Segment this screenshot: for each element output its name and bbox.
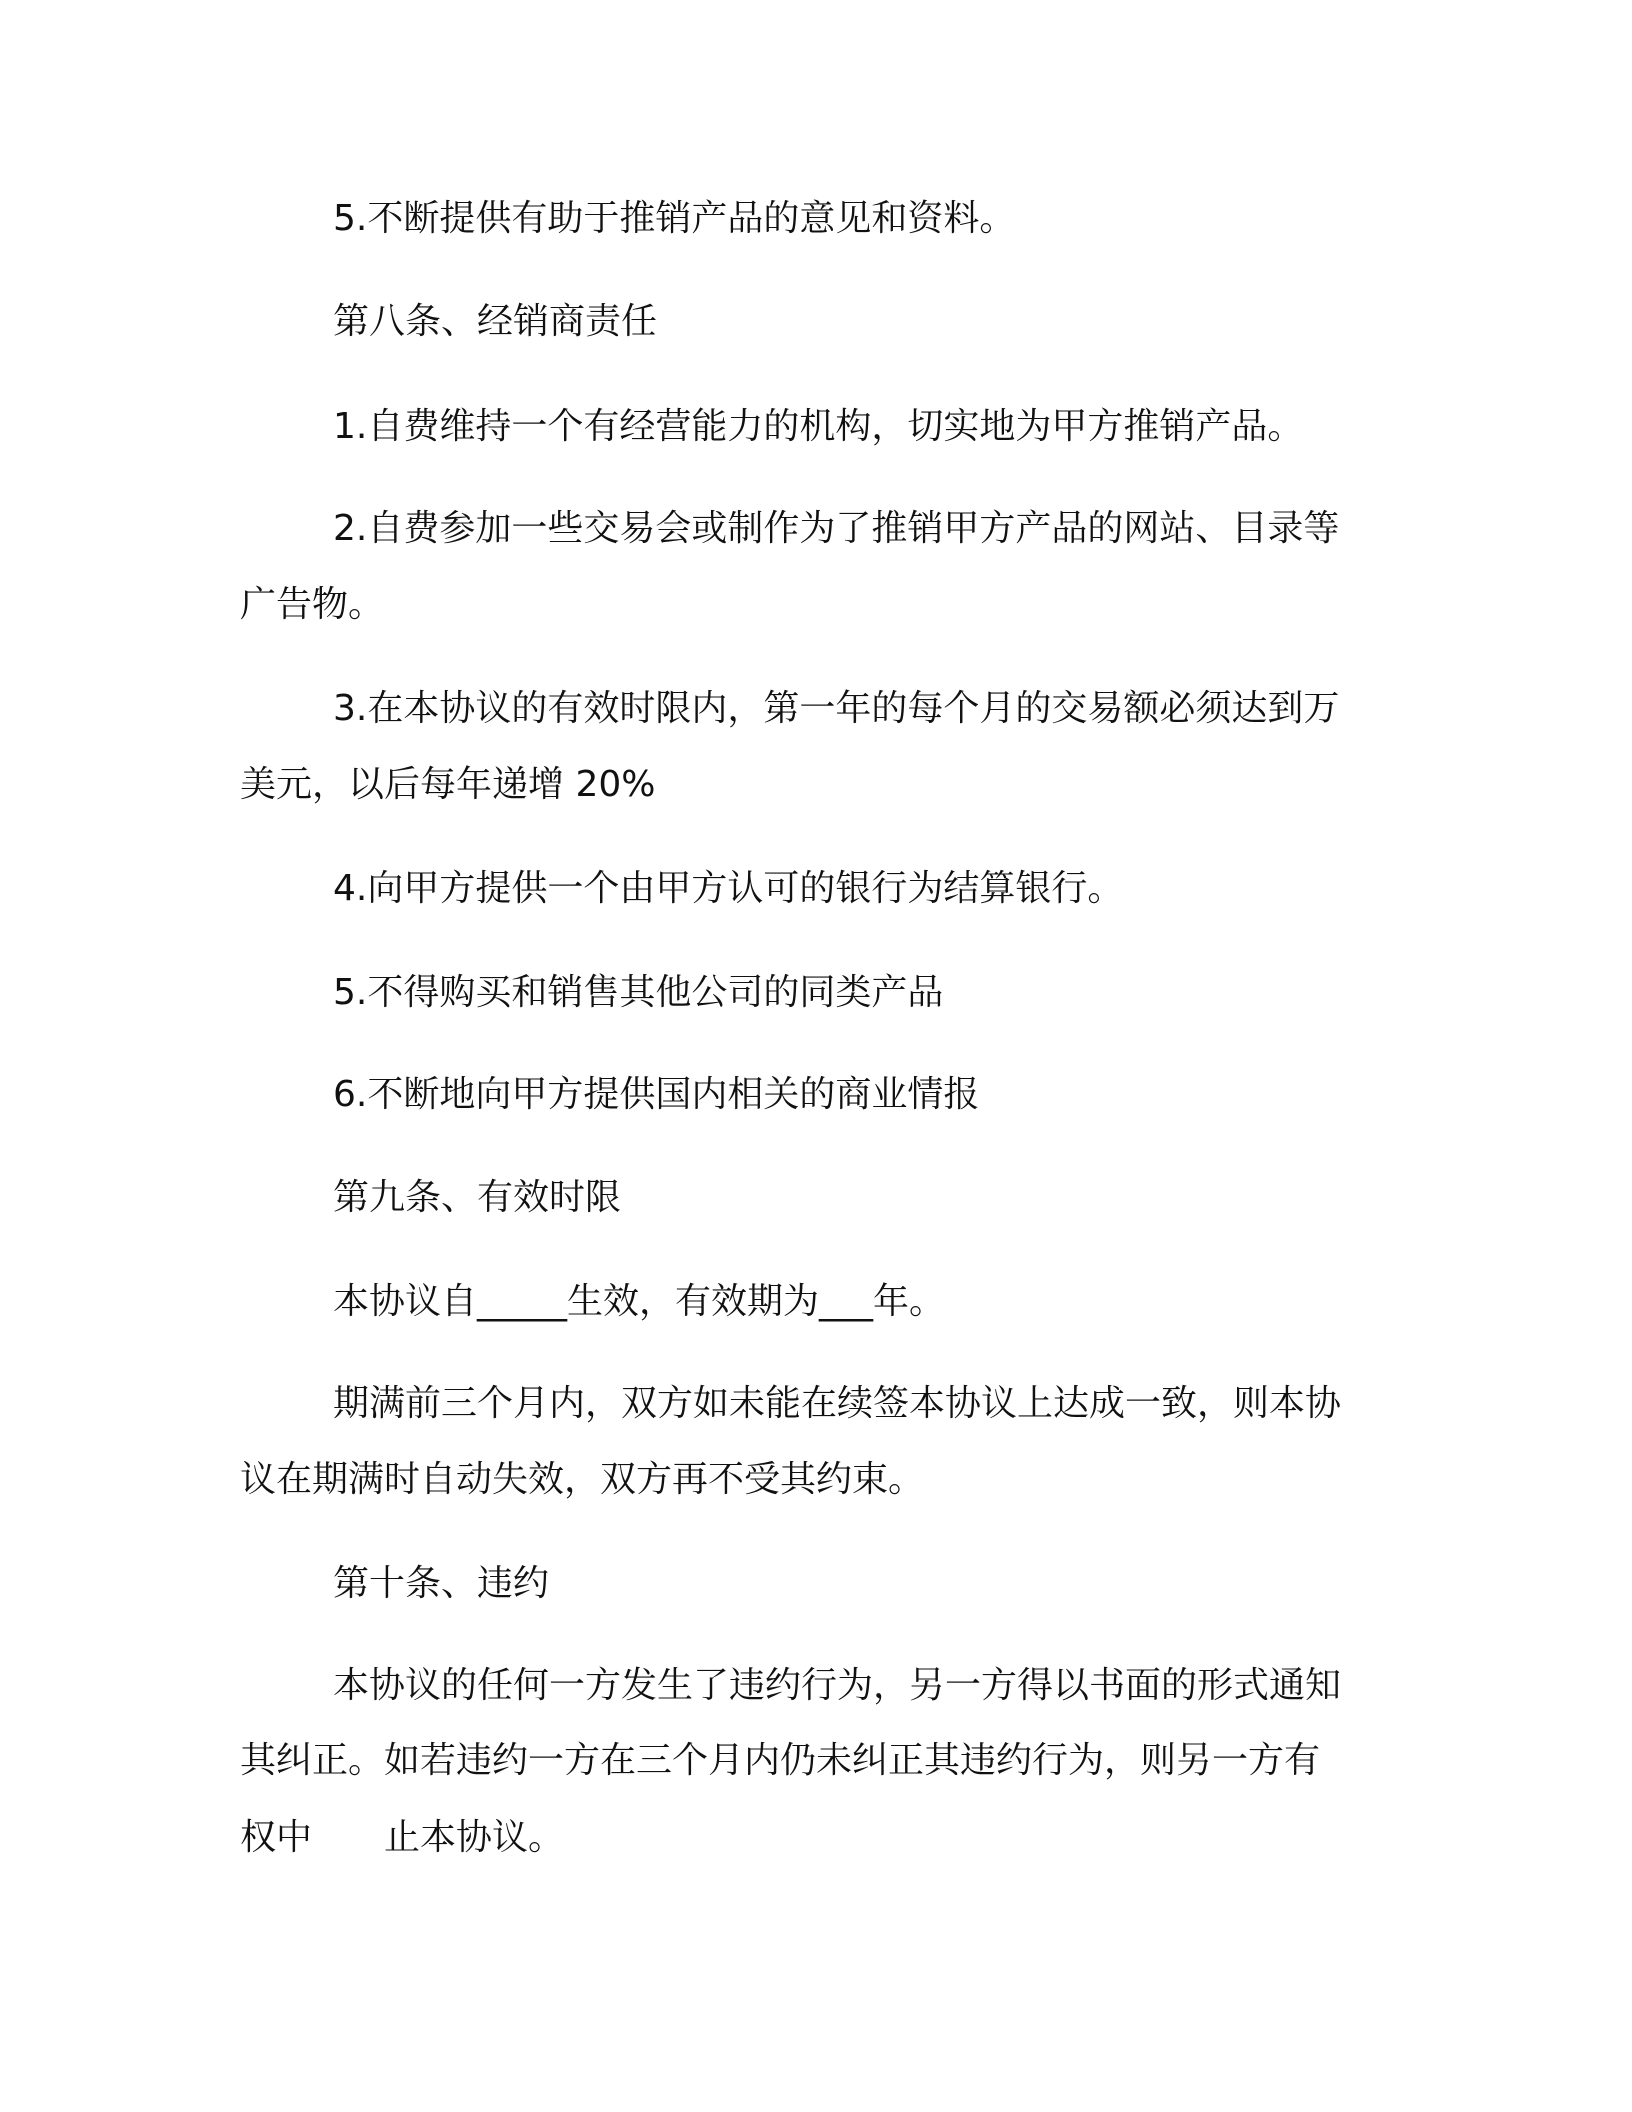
paragraph-line: 2.自费参加一些交易会或制作为了推销甲方产品的网站、目录等: [333, 508, 1340, 549]
paragraph-line: 3.在本协议的有效时限内，第一年的每个月的交易额必须达到万: [333, 688, 1340, 729]
paragraph-line: 5.不断提供有助于推销产品的意见和资料。: [333, 198, 1016, 239]
paragraph-line: 其纠正。如若违约一方在三个月内仍未纠正其违约行为，则另一方有: [240, 1740, 1321, 1781]
section-heading-8: 第八条、经销商责任: [333, 301, 658, 342]
paragraph-line: 广告物。: [240, 584, 385, 625]
paragraph-line: 本协议自_____生效，有效期为___年。: [333, 1281, 946, 1322]
paragraph-line: 6.不断地向甲方提供国内相关的商业情报: [333, 1074, 980, 1115]
paragraph-line: 5.不得购买和销售其他公司的同类产品: [333, 972, 944, 1013]
paragraph-line: 美元，以后每年递增 20%: [240, 764, 656, 805]
paragraph-line: 4.向甲方提供一个由甲方认可的银行为结算银行。: [333, 868, 1124, 909]
paragraph-line: 议在期满时自动失效，双方再不受其约束。: [240, 1459, 925, 1500]
paragraph-line: 本协议的任何一方发生了违约行为，另一方得以书面的形式通知: [333, 1665, 1342, 1706]
paragraph-line: 权中 止本协议。: [240, 1817, 565, 1858]
section-heading-10: 第十条、违约: [333, 1563, 550, 1604]
paragraph-line: 1.自费维持一个有经营能力的机构，切实地为甲方推销产品。: [333, 406, 1304, 447]
paragraph-line: 期满前三个月内，双方如未能在续签本协议上达成一致，则本协: [333, 1383, 1342, 1424]
section-heading-9: 第九条、有效时限: [333, 1177, 622, 1218]
